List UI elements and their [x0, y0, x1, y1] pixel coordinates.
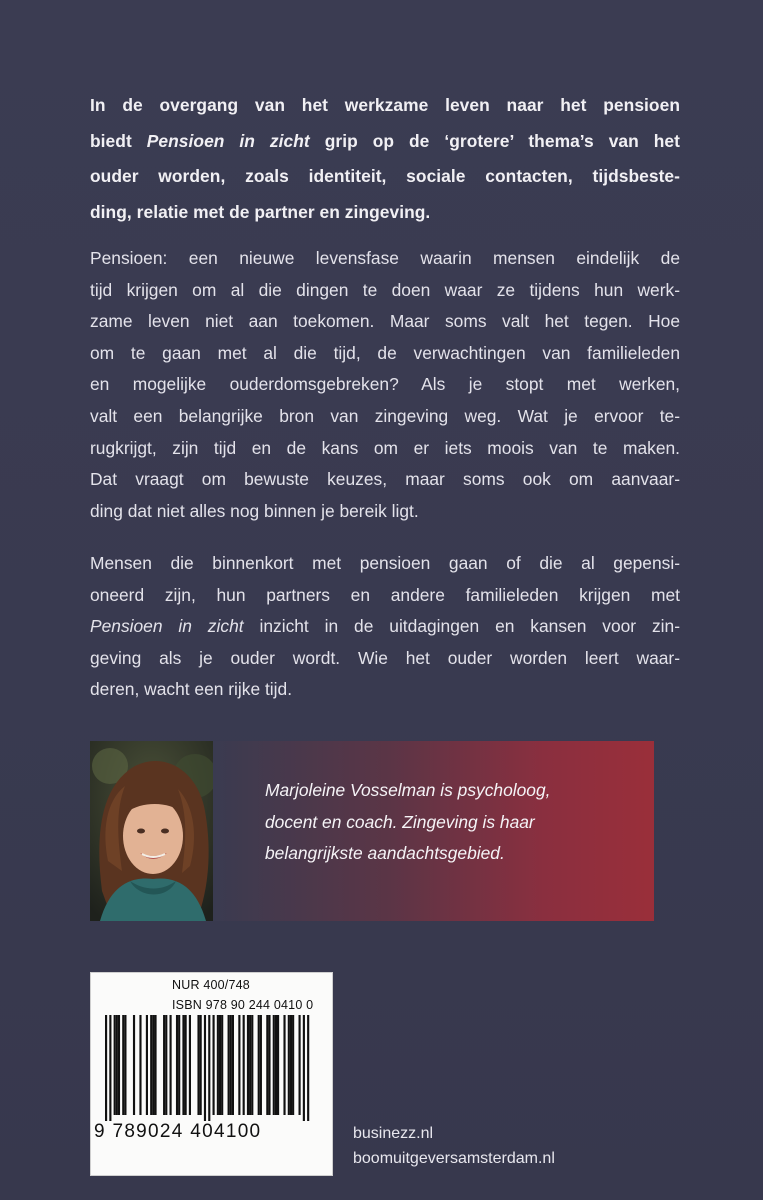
barcode-bar — [307, 1015, 309, 1121]
intro-line: In de overgang van het werkzame leven naar het pensioen — [90, 95, 680, 115]
barcode-bar — [273, 1015, 275, 1115]
barcode-bar — [118, 1015, 120, 1115]
intro-line-prefix: biedt — [90, 130, 132, 151]
barcode-bar — [200, 1015, 202, 1115]
barcode-bar — [165, 1015, 167, 1115]
barcode-bar — [124, 1015, 126, 1115]
body-line: Mensen die binnenkort met pensioen gaan of die al gepensi- — [90, 553, 680, 573]
barcode-label — [90, 972, 333, 1176]
barcode-bar — [182, 1015, 184, 1115]
barcode-bar — [154, 1015, 156, 1115]
barcode-bar — [208, 1015, 210, 1121]
barcode-bar — [152, 1015, 154, 1115]
barcode-bar — [290, 1015, 292, 1115]
body-line — [90, 611, 680, 643]
barcode-bar — [139, 1015, 141, 1115]
body-line: tijd krijgen om al die dingen te doen waar ze tijdens hun werk- — [90, 279, 680, 300]
barcode-icon — [105, 1015, 323, 1121]
barcode-bar — [221, 1015, 223, 1115]
intro-line-rest: grip op de ‘grotere’ thema’s van het — [324, 130, 680, 151]
barcode-bar — [178, 1015, 180, 1115]
body-line: ding dat niet alles nog binnen je bereik ligt. — [90, 500, 419, 521]
barcode-bar — [204, 1015, 206, 1121]
barcode-bar — [122, 1015, 124, 1115]
barcode-bar — [251, 1015, 253, 1115]
body-line: Pensioen: een nieuwe levensfase waarin mensen eindelijk de — [90, 248, 680, 268]
intro-paragraph — [90, 88, 680, 230]
author-photo — [90, 741, 213, 921]
barcode-bar — [277, 1015, 279, 1115]
barcode-bar — [133, 1015, 135, 1115]
barcode-bar — [258, 1015, 260, 1115]
barcode-digits: 9 789024 404100 — [94, 1121, 262, 1142]
body-line: Dat vraagt om bewuste keuzes, maar soms ook om aanvaar- — [90, 469, 680, 490]
isbn-number: ISBN 978 90 244 0410 0 — [172, 998, 314, 1012]
body-line-rest: inzicht in de uitdagingen en kansen voor zin- — [259, 616, 680, 637]
author-bio-line: Marjoleine Vosselman is psycholoog, — [265, 780, 551, 800]
body-line: en mogelijke ouderdomsgebreken? Als je stopt met werken, — [90, 374, 680, 395]
barcode-bar — [303, 1015, 305, 1121]
body-paragraph-1 — [90, 243, 680, 527]
barcode-bar — [268, 1015, 270, 1115]
author-bio-line: belangrijkste aandachtsgebied. — [265, 843, 505, 863]
barcode-bar — [238, 1015, 240, 1115]
body-line: rugkrijgt, zijn tijd en de kans om er iets moois van te maken. — [90, 437, 680, 458]
barcode-bar — [275, 1015, 277, 1115]
barcode-bar — [299, 1015, 301, 1115]
author-bio — [265, 775, 635, 870]
barcode-bar — [217, 1015, 219, 1115]
intro-line — [90, 124, 680, 160]
book-title: Pensioen in zicht — [146, 130, 310, 151]
barcode-bar — [116, 1015, 118, 1115]
book-title: Pensioen in zicht — [90, 616, 244, 637]
barcode-bar — [292, 1015, 294, 1115]
body-line: deren, wacht een rijke tijd. — [90, 679, 293, 700]
nur-code: NUR 400/748 — [172, 978, 250, 992]
barcode-bar — [228, 1015, 230, 1115]
barcode-bar — [249, 1015, 251, 1115]
website-link[interactable]: businezz.nl — [353, 1125, 434, 1142]
barcode-bar — [219, 1015, 221, 1115]
barcode-bar — [109, 1015, 111, 1121]
body-line: geving als je ouder wordt. Wie het ouder worden leert waar- — [90, 647, 680, 668]
intro-line: ouder worden, zoals identiteit, sociale contacten, tijdsbeste- — [90, 166, 680, 186]
barcode-bar — [163, 1015, 165, 1115]
website-link[interactable]: boomuitgeversamsterdam.nl — [353, 1150, 555, 1167]
barcode-bar — [213, 1015, 215, 1115]
barcode-bar — [105, 1015, 107, 1121]
publisher-websites — [353, 1121, 555, 1171]
barcode-bar — [243, 1015, 245, 1115]
barcode-bar — [288, 1015, 290, 1115]
barcode-bar — [114, 1015, 116, 1115]
barcode-bar — [260, 1015, 262, 1115]
body-line: om te gaan met al die tijd, de verwachtingen van familieleden — [90, 342, 680, 363]
barcode-bar — [150, 1015, 152, 1115]
author-bio-line: docent en coach. Zingeving is haar — [265, 811, 535, 832]
barcode-bar — [197, 1015, 199, 1115]
barcode-bar — [266, 1015, 268, 1115]
barcode-bar — [232, 1015, 234, 1115]
barcode-bar — [146, 1015, 148, 1115]
barcode-bar — [189, 1015, 191, 1115]
barcode-bar — [176, 1015, 178, 1115]
barcode-bar — [185, 1015, 187, 1115]
barcode-bar — [170, 1015, 172, 1115]
body-line: valt een belangrijke bron van zingeving weg. Wat je ervoor te- — [90, 405, 680, 426]
body-line: zame leven niet aan toekomen. Maar soms valt het tegen. Hoe — [90, 311, 680, 332]
barcode-bar — [247, 1015, 249, 1115]
intro-line: ding, relatie met de partner en zingeving. — [90, 201, 431, 222]
barcode-bar — [283, 1015, 285, 1115]
body-paragraph-2 — [90, 548, 680, 706]
body-line: oneerd zijn, hun partners en andere familieleden krijgen met — [90, 584, 680, 605]
barcode-bar — [230, 1015, 232, 1115]
